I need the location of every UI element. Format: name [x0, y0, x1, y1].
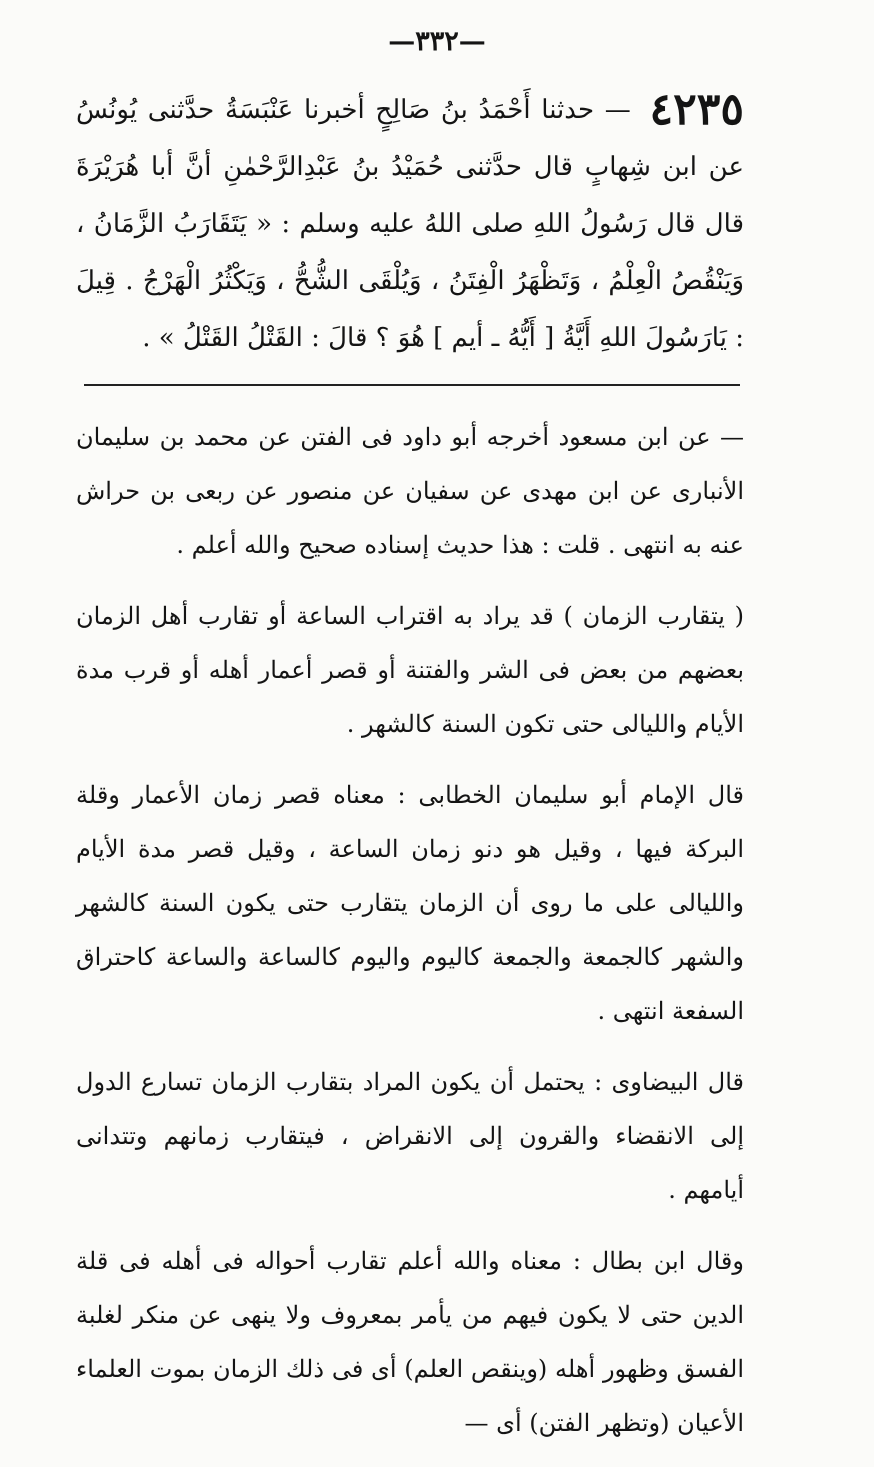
hadith-number: ٤٢٣٥	[649, 84, 745, 135]
commentary-paragraph: ( يتقارب الزمان ) قد يراد به اقتراب الساعة أو تقارب أهل الزمان بعضهم من بعض فى الشر والفتنة أو قصر أعمار أهله أو قرب مدة الأيام والليالى حتى تكون السنة كالشهر .	[76, 602, 744, 738]
commentary-paragraph: وقال ابن بطال : معناه والله أعلم تقارب أحواله فى أهله فى قلة الدين حتى لا يكون فيهم من يأمر بمعروف ولا ينهى عن منكر لغلبة الفسق وظهور أهله (وينقص العلم) أى فى ذلك الزمان بموت العلماء الأعيان (وتظهر الفتن) أى —	[76, 1247, 744, 1437]
commentary-paragraph: قال البيضاوى : يحتمل أن يكون المراد بتقارب الزمان تسارع الدول إلى الانقضاء والقرون إلى الانقراض ، فيتقارب زمانهم وتتدانى أيامهم .	[76, 1068, 744, 1204]
hadith-body: — حدثنا أَحْمَدُ بنُ صَالِحٍ أخبرنا عَنْبَسَةُ حدَّثنى يُونُسُ عن ابن شِهابٍ قال حدَّثنى حُمَيْدُ بنُ عَبْدِالرَّحْمٰنِ أنَّ أبا هُرَيْرَةَ قال قال رَسُولُ اللهِ صلى اللهُ عليه وسلم : « يَتَقَارَبُ الزَّمَانُ ، وَيَنْقُصُ الْعِلْمُ ، وَتَظْهَرُ الْفِتَنُ ، وَيُلْقَى الشُّحُّ ، وَيَكْثُرُ الْهَرْجُ . قِيلَ : يَارَسُولَ اللهِ أَيَّةُ [ أَيُّهُ ـ أيم ] هُوَ ؟ قالَ : القَتْلُ القَتْلُ » .	[76, 95, 744, 353]
commentary-paragraph: قال الإمام أبو سليمان الخطابى : معناه قصر زمان الأعمار وقلة البركة فيها ، وقيل هو دنو زمان الساعة ، وقيل قصر مدة الأيام والليالى على ما روى أن الزمان يتقارب حتى يكون السنة كالشهر والشهر كالجمعة والجمعة كاليوم واليوم كالساعة والساعة كاحتراق السفعة انتهى .	[76, 781, 745, 1025]
page-number: —٣٣٢—	[388, 26, 486, 57]
commentary-section	[76, 410, 744, 1467]
footnote-divider	[84, 384, 740, 386]
commentary-paragraph: — عن ابن مسعود أخرجه أبو داود فى الفتن عن محمد بن سليمان الأنبارى عن ابن مهدى عن سفيان عن منصور عن ربعى بن حراش عنه به انتهى . قلت : هذا حديث إسناده صحيح والله أعلم .	[76, 423, 744, 559]
hadith-text-block	[76, 82, 744, 367]
